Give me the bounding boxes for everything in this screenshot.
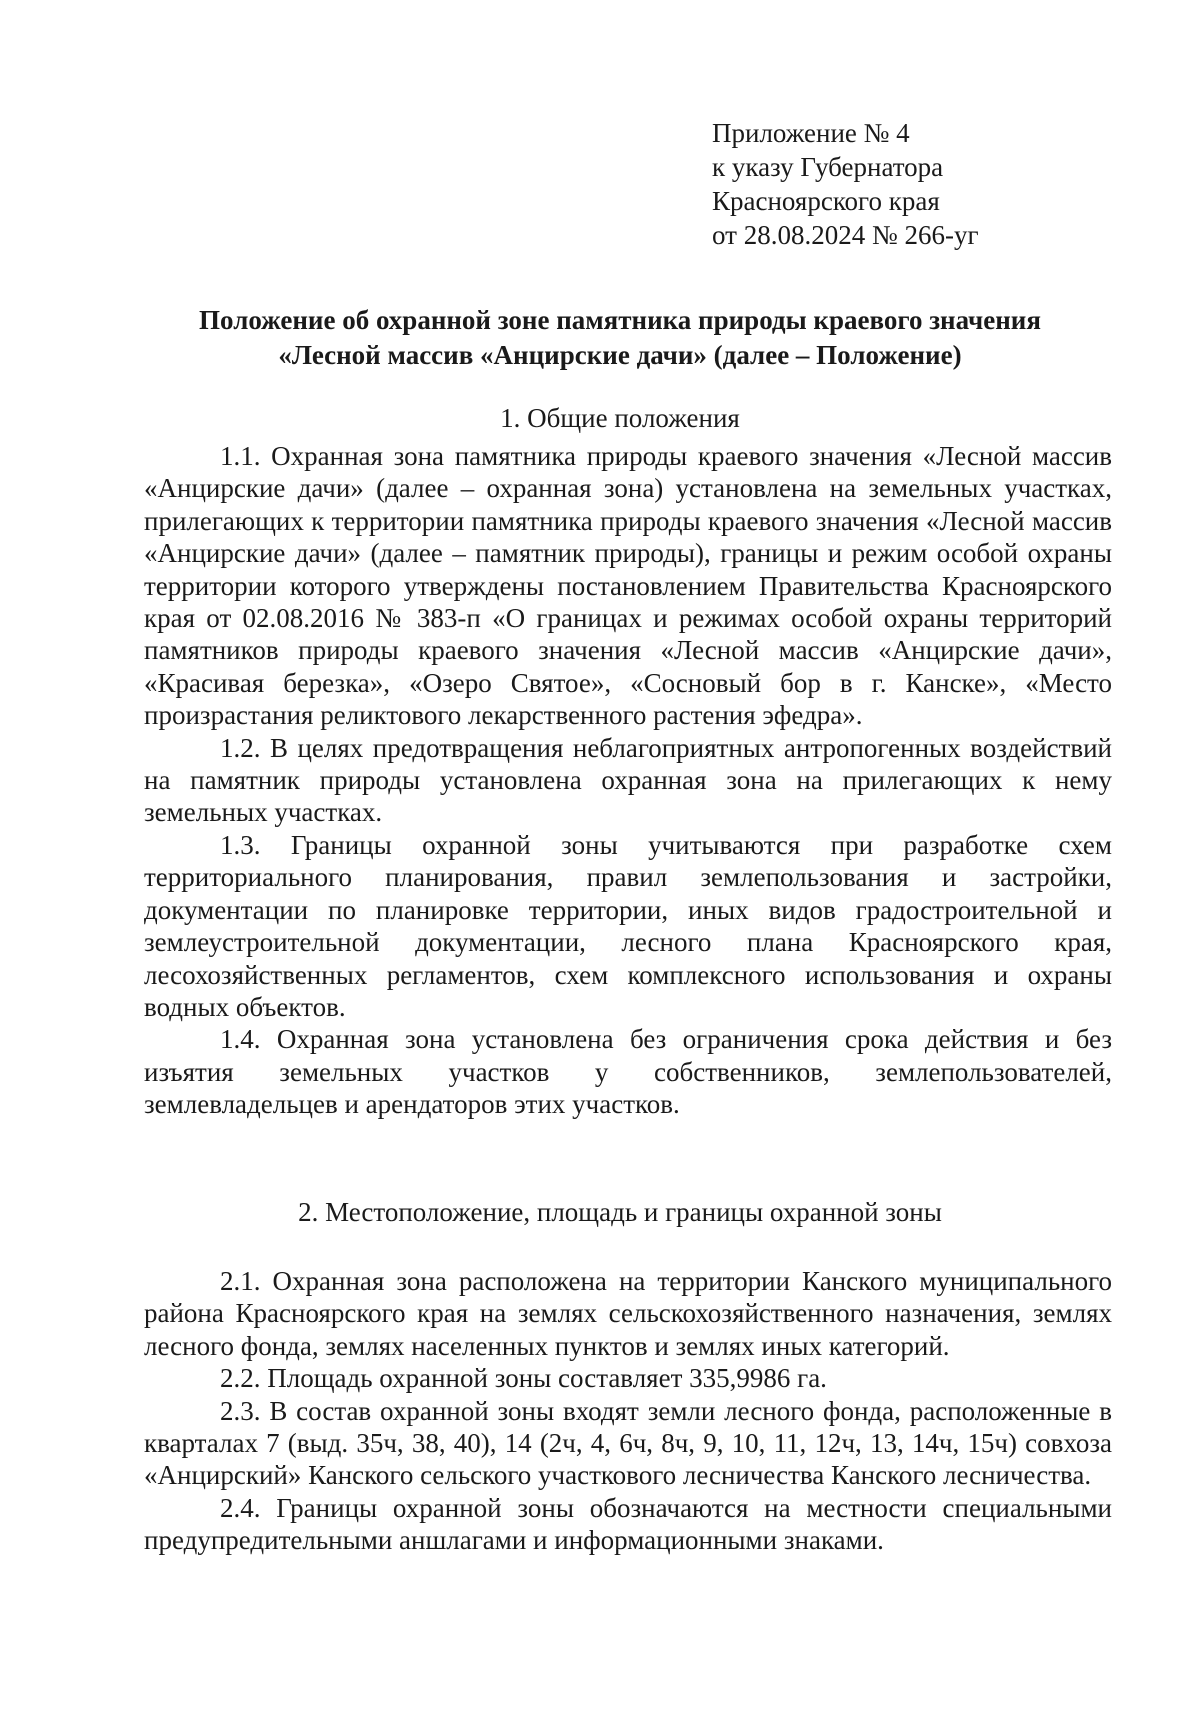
- paragraph-2-3: 2.3. В состав охранной зоны входят земли лесного фонда, расположенные в кварталах 7 (выд. 35ч, 38, 40), 14 (2ч, 4, 6ч, 8ч, 9, 10, 11, 12ч, 13, 14ч, 15ч) совхоза «Анцирский» Канского сельского участкового лесничества Канского лесничества.: [144, 1395, 1112, 1491]
- paragraph-2-2: 2.2. Площадь охранной зоны составляет 335,9986 га.: [220, 1363, 827, 1394]
- section-2-body: [144, 1265, 1112, 1557]
- annex-region: Красноярского края: [712, 186, 940, 216]
- paragraph-1-2: 1.2. В целях предотвращения неблагоприятных антропогенных воздействий на памятник природы установлена охранная зона на прилегающих к нему земельных участках.: [144, 732, 1112, 828]
- document-title-line-2: «Лесной массив «Анцирские дачи» (далее – Положение): [278, 340, 962, 370]
- annex-header: [712, 116, 1152, 252]
- annex-decree-ref: к указу Губернатора: [712, 152, 944, 182]
- paragraph-1-4: 1.4. Охранная зона установлена без ограничения срока действия и без изъятия земельных участков у собственников, землепользователей, землевладельцев и арендаторов этих участков.: [144, 1024, 1112, 1120]
- annex-date-number: от 28.08.2024 № 266-уг: [712, 220, 979, 250]
- document-title-line-1: Положение об охранной зоне памятника природы краевого значения: [199, 305, 1041, 335]
- paragraph-2-1: 2.1. Охранная зона расположена на территории Канского муниципального района Красноярского края на землях сельскохозяйственного назначения, землях лесного фонда, землях населенных пунктов и землях иных категорий.: [144, 1266, 1112, 1361]
- section-1-heading: 1. Общие положения: [500, 403, 740, 433]
- document-title: [140, 303, 1100, 373]
- paragraph-1-3: 1.3. Границы охранной зоны учитываются при разработке схем территориального планирования, правил землепользования и застройки, документации по планировке территории, иных видов градостроительной и землеустроительной документации, лесного плана Красноярского края, лесохозяйственных регламентов, схем комплексного использования и охраны водных объектов.: [144, 829, 1112, 1022]
- section-2-heading: 2. Местоположение, площадь и границы охранной зоны: [298, 1197, 942, 1227]
- section-1-body: [144, 440, 1112, 1121]
- annex-number: Приложение № 4: [712, 118, 910, 148]
- paragraph-1-1: 1.1. Охранная зона памятника природы краевого значения «Лесной массив «Анцирские дачи» (далее – охранная зона) установлена на земельных участках, прилегающих к территории памятника природы краевого значения «Лесной массив «Анцирские дачи» (далее – памятник природы), границы и режим особой охраны территории которого утверждены постановлением Правительства Красноярского края от 02.08.2016 № 383-п «О границах и режимах особой охраны территорий памятников природы краевого значения «Лесной массив «Анцирские дачи», «Красивая березка», «Озеро Святое», «Сосновый бор в г. Канске», «Место произрастания реликтового лекарственного растения эфедра».: [144, 441, 1112, 731]
- paragraph-2-4: 2.4. Границы охранной зоны обозначаются на местности специальными предупредительными аншлагами и информационными знаками.: [144, 1492, 1112, 1556]
